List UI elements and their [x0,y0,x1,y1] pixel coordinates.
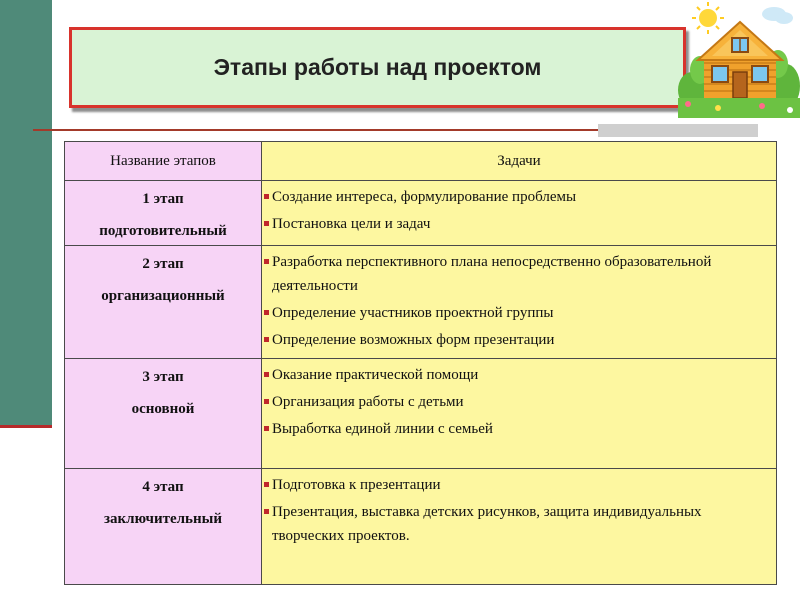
stages-table [64,141,777,585]
stage-number: 4 этап [142,479,184,495]
stage-cell [65,246,262,359]
task-item: Постановка цели и задач [264,212,770,236]
stage-name: основной [131,401,195,417]
bullet-icon [264,259,269,264]
task-item: Разработка перспективного плана непосредственно образовательной деятельности [264,250,770,298]
table-row [65,359,777,469]
stage-cell [65,181,262,246]
bullet-icon [264,221,269,226]
table-header-row [65,142,777,181]
bullet-icon [264,337,269,342]
tasks-cell [262,181,777,246]
bullet-icon [264,482,269,487]
task-item: Определение возможных форм презентации [264,328,770,352]
task-item: Оказание практической помощи [264,363,770,387]
table-row [65,181,777,246]
stage-name: подготовительный [99,223,227,239]
table-row [65,246,777,359]
stage-cell [65,359,262,469]
divider-line [33,129,598,131]
house-clipart-icon [678,0,800,118]
page-title: Этапы работы над проектом [213,54,542,80]
task-list [262,359,776,441]
bullet-icon [264,399,269,404]
bullet-icon [264,194,269,199]
divider-gray-block [598,124,758,137]
stage-number: 1 этап [142,191,184,207]
sun-icon [692,2,724,34]
task-item: Определение участников проектной группы [264,301,770,325]
table-row [65,469,777,585]
task-item: Организация работы с детьми [264,390,770,414]
header-stage-names: Название этапов [65,142,262,181]
stage-cell [65,469,262,585]
task-list [262,469,776,548]
task-list [262,181,776,236]
tasks-cell [262,359,777,469]
stage-number: 2 этап [142,256,184,272]
tasks-cell [262,246,777,359]
task-item: Презентация, выставка детских рисунков, защита индивидуальных творческих проектов. [264,500,770,548]
stage-name: организационный [101,288,225,304]
bullet-icon [264,310,269,315]
stage-number: 3 этап [142,369,184,385]
title-box [69,27,686,108]
task-item: Создание интереса, формулирование проблемы [264,185,770,209]
bullet-icon [264,372,269,377]
stage-name: заключительный [104,511,222,527]
task-list [262,246,776,352]
bullet-icon [264,509,269,514]
task-item: Подготовка к презентации [264,473,770,497]
bullet-icon [264,426,269,431]
task-item: Выработка единой линии с семьей [264,417,770,441]
tasks-cell [262,469,777,585]
header-tasks: Задачи [262,142,777,181]
left-decor-bar [0,0,52,428]
left-decor-accent [0,425,52,428]
